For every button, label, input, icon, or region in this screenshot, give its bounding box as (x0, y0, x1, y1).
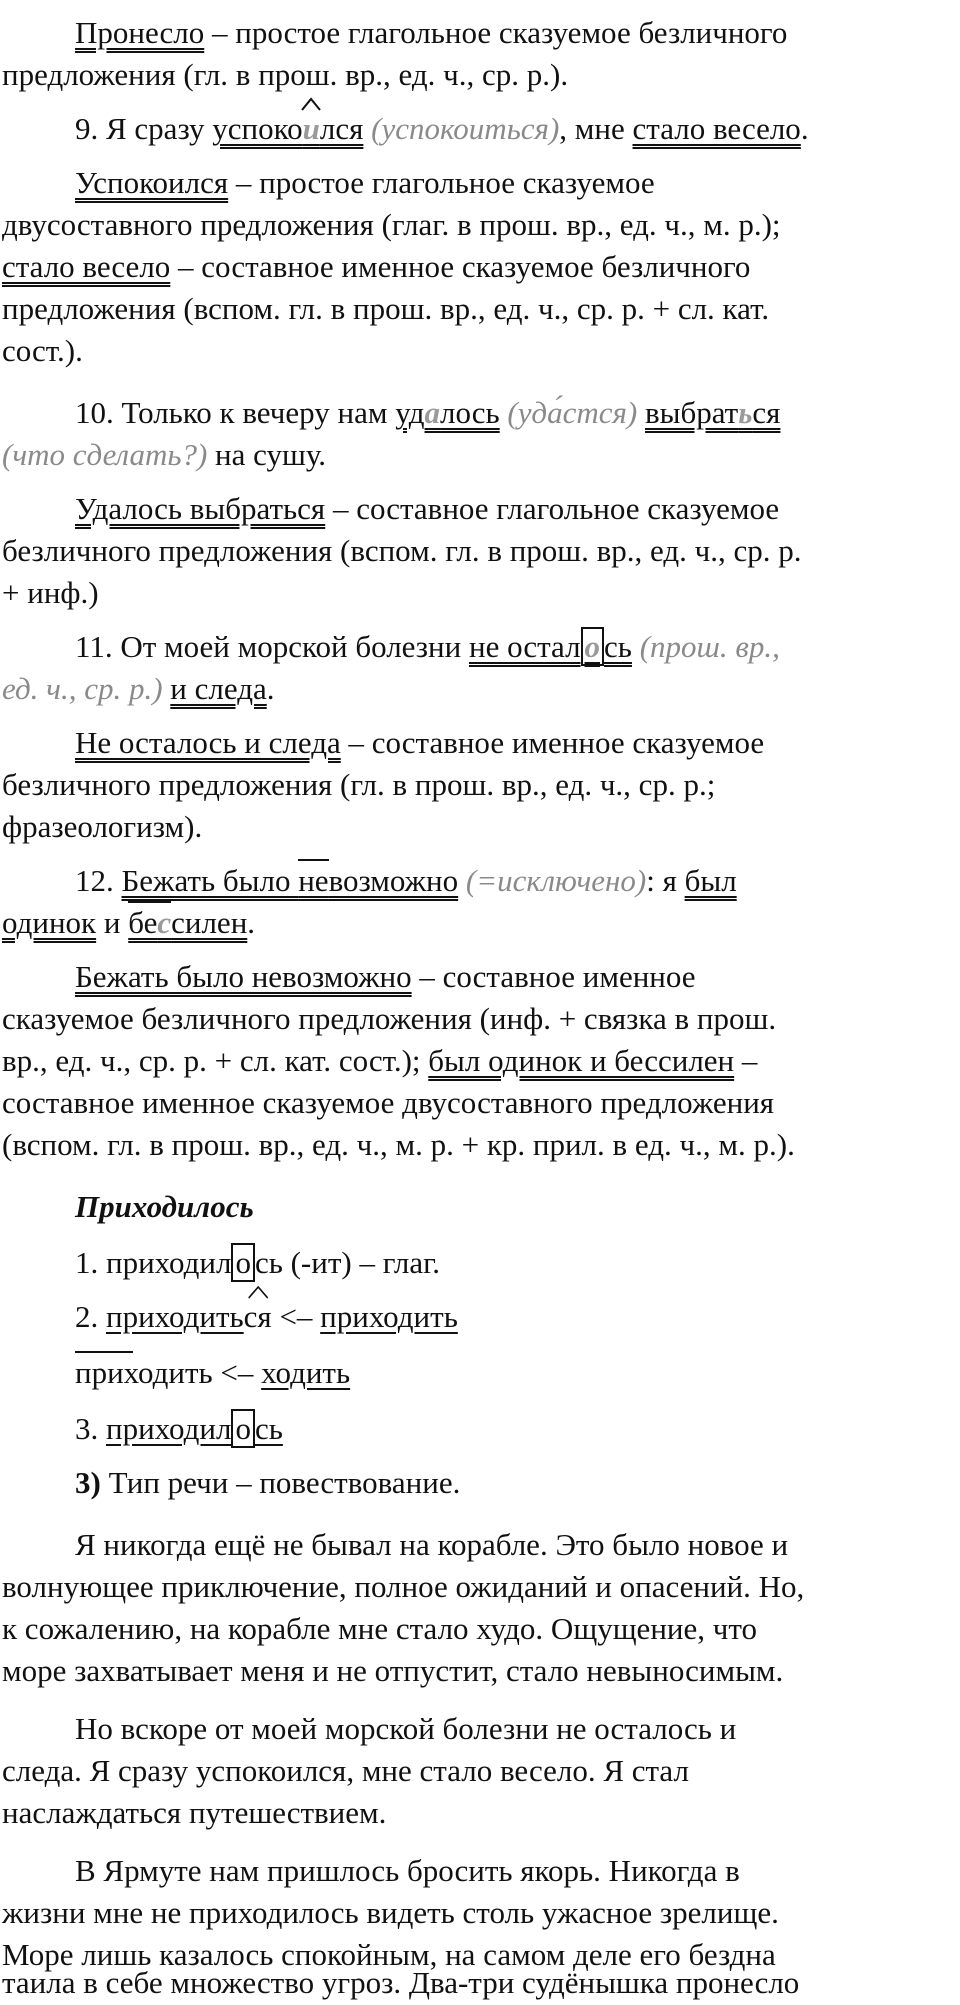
text-line: Пронесло – простое глагольное сказуемое безличного (75, 15, 788, 50)
text-line: сост.). (2, 333, 83, 368)
suffix-arc-icon (243, 1285, 273, 1299)
text-line: + инф.) (2, 575, 99, 610)
text-line: море захватывает меня и не отпустит, стало невыносимым. (2, 1653, 784, 1688)
speech-type: 3) Тип речи – повествование. (75, 1465, 461, 1500)
text-line: сказуемое безличного предложения (инф. + связка в прош. (2, 1001, 777, 1036)
text-line: Успокоился – простое глагольное сказуемое (75, 165, 655, 200)
ending-box: о (231, 1243, 255, 1282)
text-line: предложения (гл. в прош. вр., ед. ч., ср. р.). (2, 57, 569, 92)
morph-line-2: 2. приходиться <– приходить (2, 1296, 960, 1338)
text-line: фразеологизм). (2, 809, 203, 844)
text-line: безличного предложения (гл. в прош. вр., ед. ч., ср. р.; (2, 767, 716, 802)
sentence-10: 10. Только к вечеру нам удалось (уда́стся) выбраться (75, 395, 781, 430)
morph-line-3: 3. приходил о сь (75, 1411, 283, 1446)
prefix-mark-icon (75, 1351, 133, 1353)
text-line: Удалось выбраться – составное глагольное сказуемое (75, 491, 780, 526)
text-line: одинок и бес силен. (2, 902, 952, 944)
section-heading: Приходилось (75, 1189, 254, 1224)
text-line: Но вскоре от моей морской болезни не осталось и (75, 1711, 737, 1746)
suffix-arc-icon (301, 97, 321, 111)
text-line: составное именное сказуемое двусоставного предложения (2, 1085, 775, 1120)
sentence-12: 12. Бежать было не возможно (=исключено): я был (2, 860, 960, 902)
text-line: стало весело – составное именное сказуемое безличного (2, 249, 751, 284)
text-line: Море лишь казалось спокойным, на самом деле его бездна (2, 1937, 776, 1972)
sentence-11: 11. От моей морской болезни не остал о сь (прош. вр., (75, 629, 780, 664)
text-line: (вспом. гл. в прош. вр., ед. ч., м. р. + кр. прил. в ед. ч., м. р.). (2, 1127, 795, 1162)
text-line: следа. Я сразу успокоился, мне стало весело. Я стал (2, 1753, 689, 1788)
ending-box: о (231, 1409, 255, 1448)
predicate-word: не остал о сь (468, 629, 632, 664)
prefix-mark-icon (298, 859, 328, 861)
ending-box: о (581, 627, 605, 666)
text-line: к сожалению, на корабле мне стало худо. Ощущение, что (2, 1611, 757, 1646)
text-line: предложения (вспом. гл. в прош. вр., ед. ч., ср. р. + сл. кат. (2, 291, 770, 326)
text-line: жизни мне не приходилось видеть столь ужасное зрелище. (2, 1895, 779, 1930)
prefix-mark-icon (128, 901, 171, 903)
predicate-word: Бежать было не возможно (122, 863, 459, 898)
predicate-word: успокои лся (212, 111, 363, 146)
text-line: безличного предложения (вспом. гл. в прош. вр., ед. ч., ср. р. (2, 533, 802, 568)
text-line: вр., ед. ч., ср. р. + сл. кат. сост.); был одинок и бессилен – (2, 1043, 758, 1078)
text-line: Бежать было невозможно – составное именное (75, 959, 696, 994)
text-line: ед. ч., ср. р.) и следа. (2, 671, 275, 706)
text-line: В Ярмуте нам пришлось бросить якорь. Никогда в (75, 1853, 740, 1888)
text-line: Я никогда ещё не бывал на корабле. Это было новое и (75, 1527, 789, 1562)
predicate-word: Пронесло (75, 15, 205, 50)
morph-line-2b: приходить <– ходить (2, 1352, 960, 1394)
text-line: таила в себе множество угроз. Два-три судёнышка пронесло (2, 1965, 800, 2000)
text-line: наслаждаться путешествием. (2, 1795, 387, 1830)
text-line: (что сделать?) на сушу. (2, 437, 326, 472)
text-line: волнующее приключение, полное ожиданий и опасений. Но, (2, 1569, 805, 1604)
morph-line-1: 1. приходил о сь (-ит) – глаг. (75, 1245, 441, 1280)
predicate-word: удалось (395, 395, 500, 430)
predicate-word: стало весело (632, 111, 801, 146)
sentence-9: 9. Я сразу успокои лся (успокоиться), мне стало весело. (2, 108, 960, 150)
text-line: двусоставного предложения (глаг. в прош. вр., ед. ч., м. р.); (2, 207, 781, 242)
predicate-word: выбраться (644, 395, 781, 430)
text-line: Не осталось и следа – составное именное сказуемое (75, 725, 765, 760)
